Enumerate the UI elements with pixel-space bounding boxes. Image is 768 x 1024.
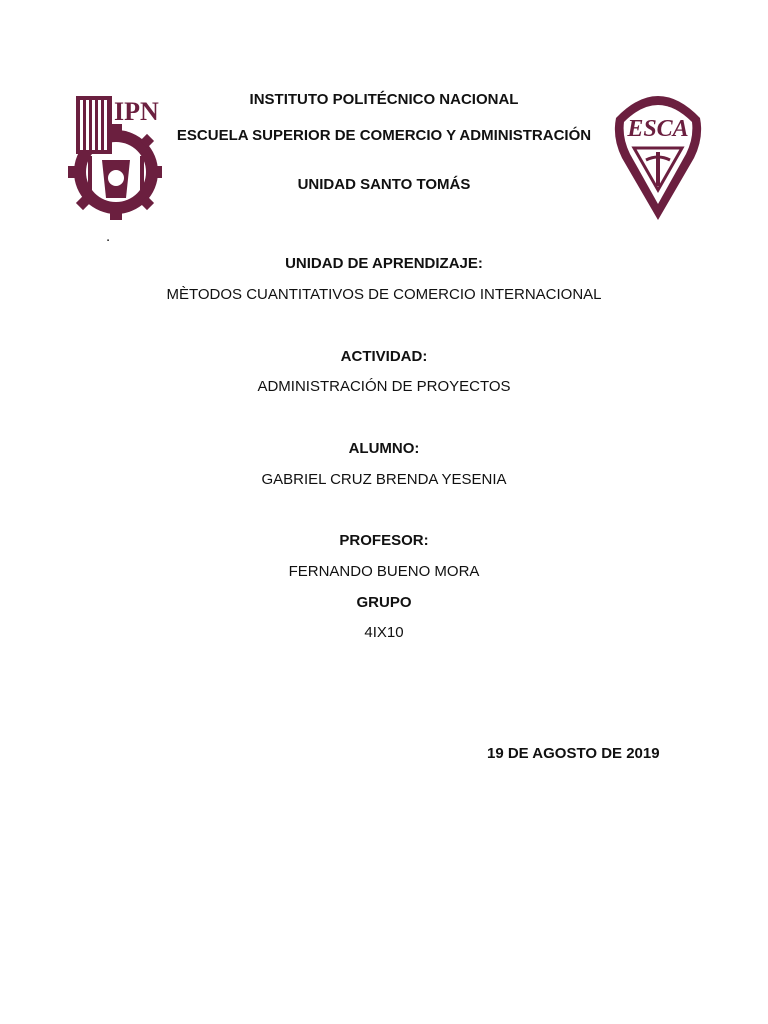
learning-unit-value: MÈTODOS CUANTITATIVOS DE COMERCIO INTERNACIONAL	[166, 286, 602, 303]
ipn-logo-text: IPN	[114, 97, 159, 126]
institute-name: INSTITUTO POLITÉCNICO NACIONAL	[249, 91, 519, 108]
student-label: ALUMNO:	[348, 440, 420, 457]
student-value: GABRIEL CRUZ BRENDA YESENIA	[261, 471, 507, 488]
esca-logo-text: ESCA	[627, 116, 689, 142]
learning-unit-label: UNIDAD DE APRENDIZAJE:	[285, 255, 483, 272]
school-name: ESCUELA SUPERIOR DE COMERCIO Y ADMINISTRACIÓN	[176, 127, 592, 144]
document-date: 19 DE AGOSTO DE 2019	[487, 745, 660, 762]
unit-name: UNIDAD SANTO TOMÁS	[297, 176, 471, 193]
activity-value: ADMINISTRACIÓN DE PROYECTOS	[257, 378, 511, 395]
group-label: GRUPO	[356, 594, 412, 611]
professor-label: PROFESOR:	[339, 532, 429, 549]
professor-value: FERNANDO BUENO MORA	[288, 563, 480, 580]
ipn-logo-icon	[66, 90, 162, 222]
group-value: 4IX10	[364, 624, 404, 641]
activity-label: ACTIVIDAD:	[340, 348, 428, 365]
stray-dot: .	[106, 228, 111, 245]
